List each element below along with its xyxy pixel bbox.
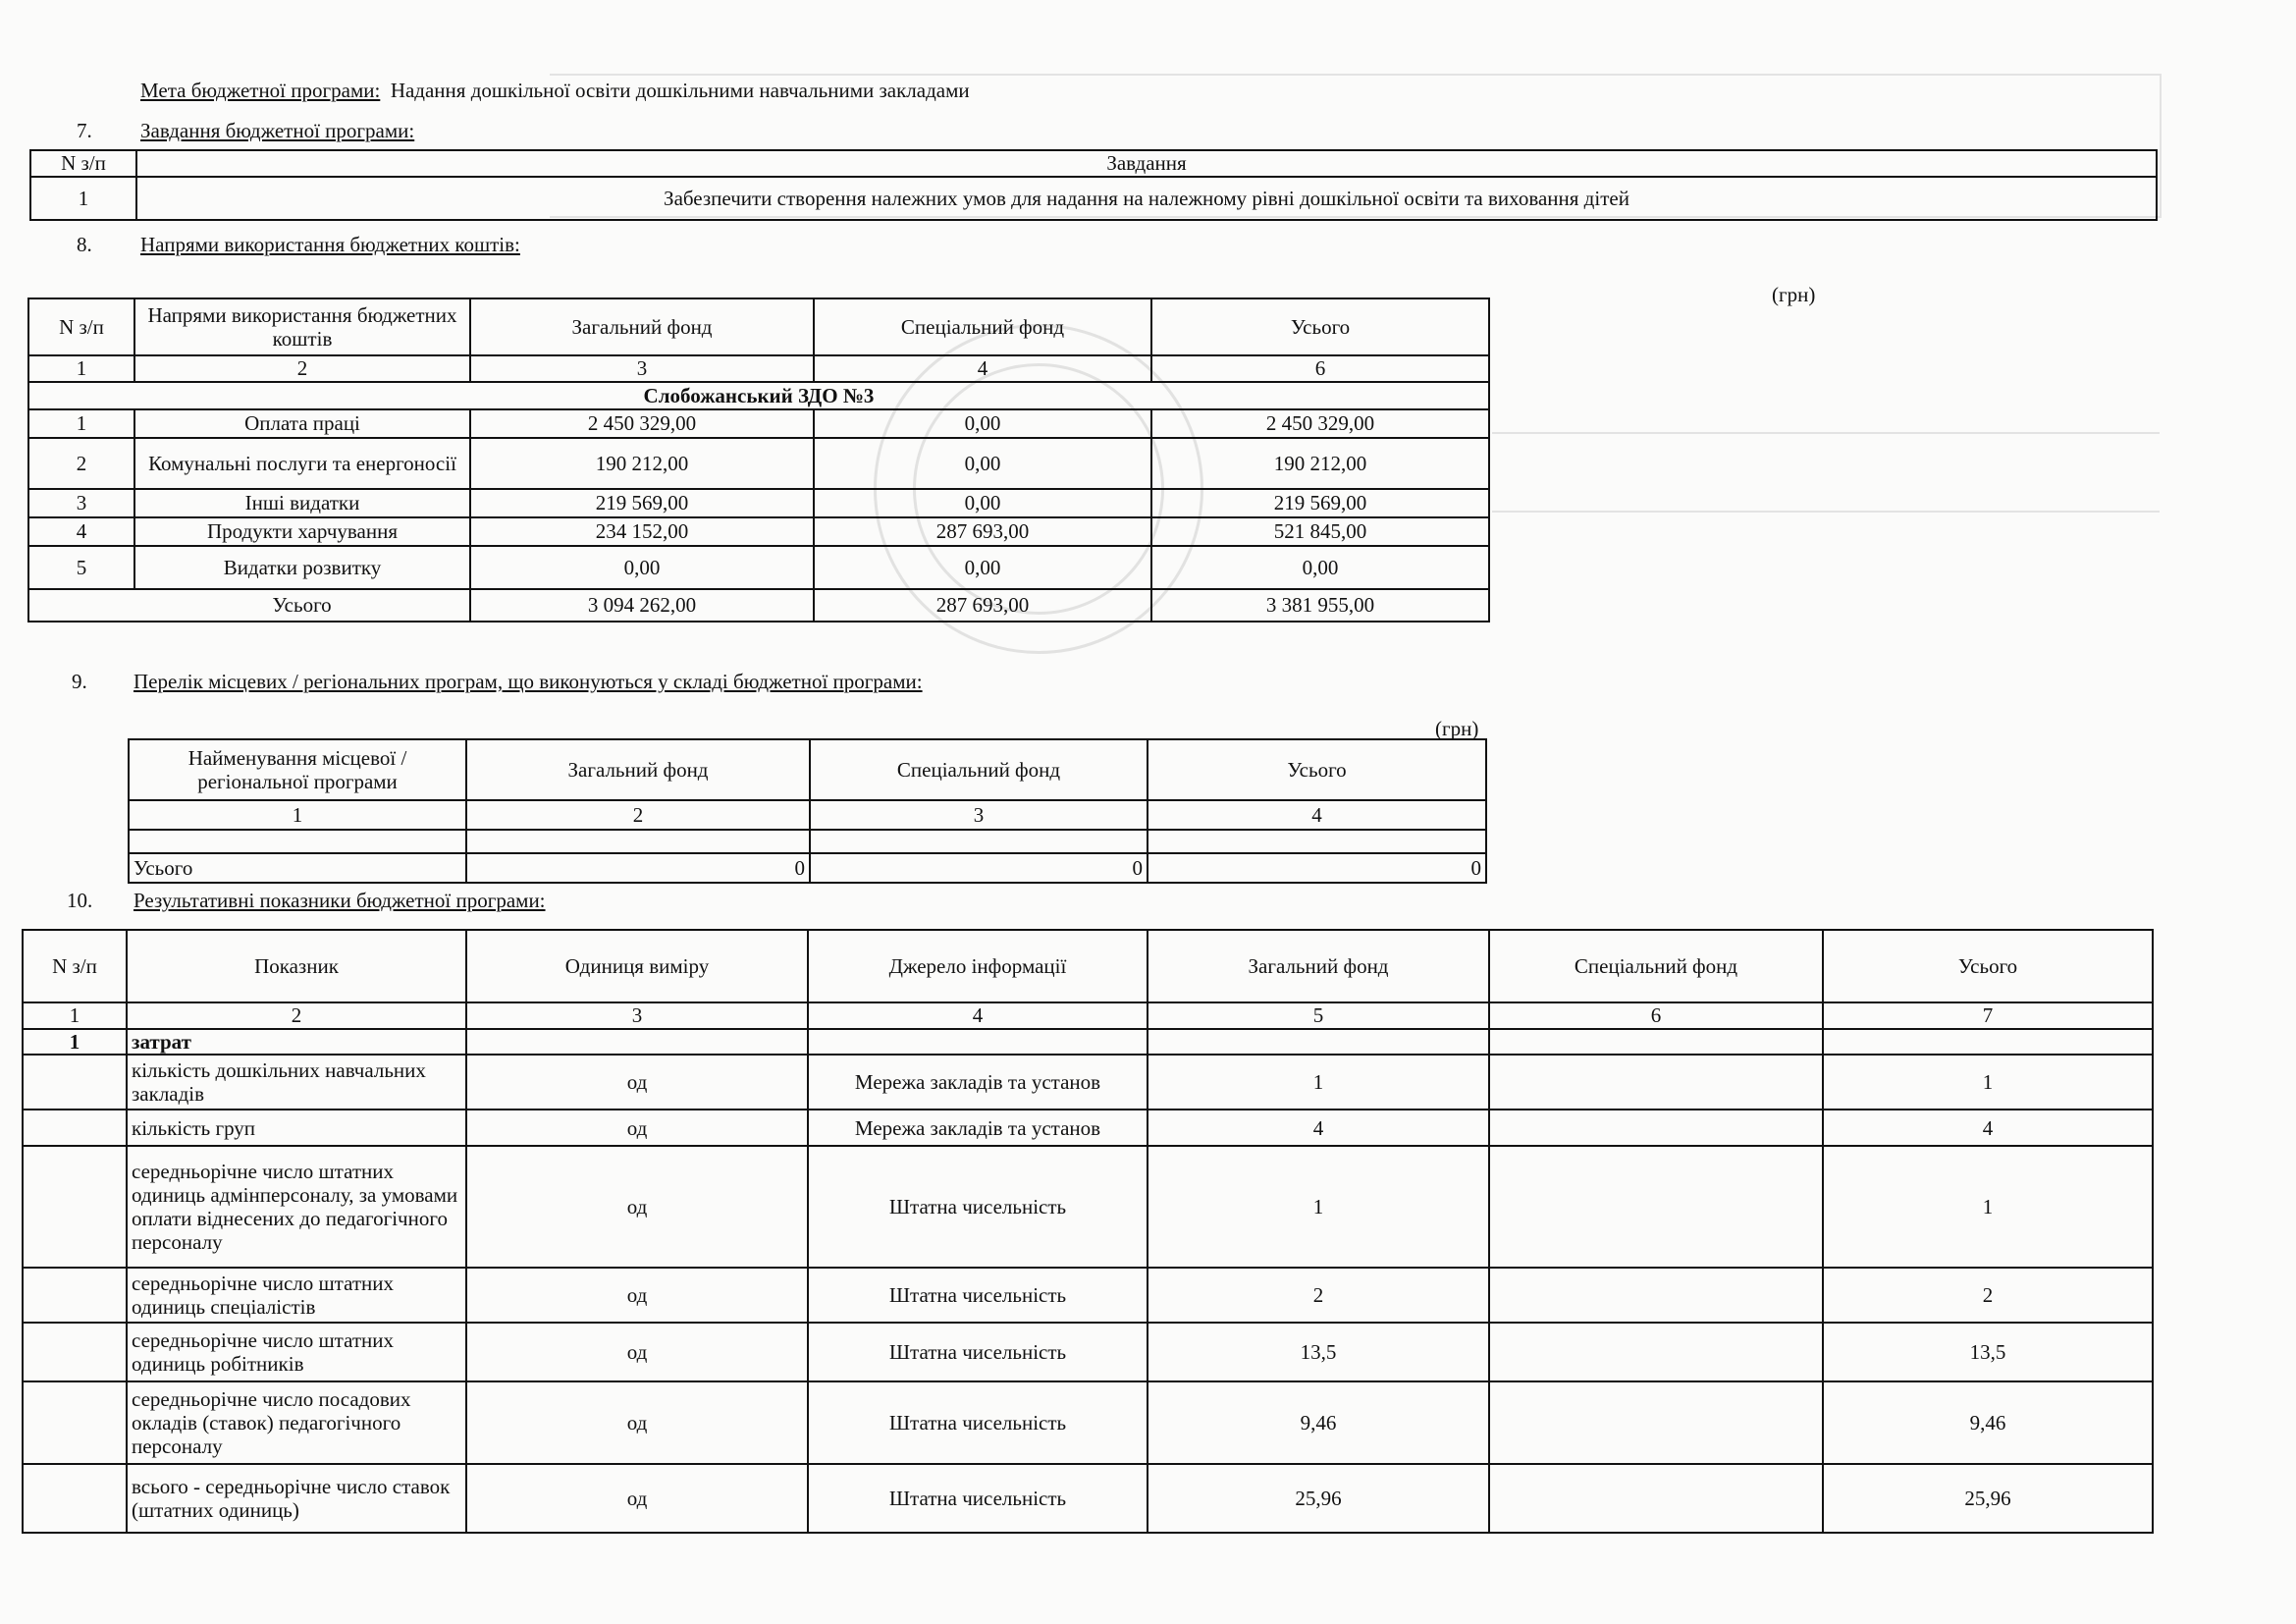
indicator-unit: од [466, 1268, 808, 1323]
empty-cell [23, 1464, 127, 1533]
indicator-special [1489, 1464, 1823, 1533]
funds-row-total: 521 845,00 [1151, 517, 1489, 546]
funds-header-special: Спеціальний фонд [814, 298, 1151, 355]
indicators-group-row [23, 1029, 2153, 1055]
empty-cell [808, 1029, 1148, 1055]
indicator-special [1489, 1268, 1823, 1323]
funds-row-special: 0,00 [814, 409, 1151, 438]
empty-cell [1148, 1029, 1489, 1055]
funds-header-num: N з/п [28, 298, 134, 355]
table-row [30, 177, 2157, 220]
funds-group-title: Слобожанський ЗДО №3 [28, 382, 1489, 409]
indicators-colnum: 1 [23, 1002, 127, 1029]
indicators-header-num: N з/п [23, 930, 127, 1002]
funds-colnum: 6 [1151, 355, 1489, 382]
table-row [23, 1381, 2153, 1464]
empty-cell [466, 830, 810, 853]
indicator-general: 2 [1148, 1268, 1489, 1323]
performance-indicators-table [22, 929, 2154, 1534]
funds-row-total: 190 212,00 [1151, 438, 1489, 489]
indicator-unit: од [466, 1110, 808, 1146]
funds-row-special: 0,00 [814, 489, 1151, 517]
funds-total-total: 3 381 955,00 [1151, 589, 1489, 622]
funds-row-name: Інші видатки [134, 489, 470, 517]
programs-header-general: Загальний фонд [466, 739, 810, 800]
indicator-special [1489, 1323, 1823, 1381]
table-row [23, 1146, 2153, 1268]
table-row [28, 409, 1489, 438]
empty-cell [23, 1381, 127, 1464]
tasks-header-task: Завдання [136, 150, 2157, 177]
funds-row-general: 219 569,00 [470, 489, 814, 517]
table-row [28, 517, 1489, 546]
programs-header-special: Спеціальний фонд [810, 739, 1148, 800]
empty-cell [23, 1323, 127, 1381]
funds-row-special: 0,00 [814, 546, 1151, 589]
funds-row-num: 3 [28, 489, 134, 517]
section-8-title: Напрями використання бюджетних коштів: [140, 233, 520, 256]
empty-cell [810, 830, 1148, 853]
programs-header-total: Усього [1148, 739, 1486, 800]
empty-cell [23, 1146, 127, 1268]
indicators-colnum: 5 [1148, 1002, 1489, 1029]
empty-cell [23, 1110, 127, 1146]
task-num: 1 [30, 177, 136, 220]
local-programs-table [128, 738, 1487, 884]
indicators-header-source: Джерело інформації [808, 930, 1148, 1002]
funds-row-total: 0,00 [1151, 546, 1489, 589]
empty-cell [1148, 830, 1486, 853]
indicator-total: 1 [1823, 1055, 2153, 1110]
funds-total-label: Усього [134, 589, 470, 622]
funds-total-general: 3 094 262,00 [470, 589, 814, 622]
indicator-unit: од [466, 1323, 808, 1381]
indicator-general: 25,96 [1148, 1464, 1489, 1533]
funds-colnum: 2 [134, 355, 470, 382]
empty-cell [1489, 1029, 1823, 1055]
indicator-name: середньорічне число штатних одиниць адмінперсоналу, за умовами оплати віднесених до педагогічного персоналу [127, 1146, 466, 1268]
funds-row-general: 2 450 329,00 [470, 409, 814, 438]
table-row [23, 1464, 2153, 1533]
indicators-header-name: Показник [127, 930, 466, 1002]
indicator-source: Мережа закладів та установ [808, 1055, 1148, 1110]
funds-row-total: 2 450 329,00 [1151, 409, 1489, 438]
funds-colnum: 3 [470, 355, 814, 382]
indicator-unit: од [466, 1381, 808, 1464]
programs-total-special: 0 [810, 853, 1148, 883]
table-row-total [28, 589, 1489, 622]
indicator-unit: од [466, 1055, 808, 1110]
indicator-name: середньорічне число посадових окладів (ставок) педагогічного персоналу [127, 1381, 466, 1464]
indicator-special [1489, 1055, 1823, 1110]
section-10-number: 10. [67, 889, 93, 912]
funds-header-general: Загальний фонд [470, 298, 814, 355]
indicator-source: Штатна чисельність [808, 1464, 1148, 1533]
funds-row-special: 287 693,00 [814, 517, 1151, 546]
indicator-name: середньорічне число штатних одиниць спеціалістів [127, 1268, 466, 1323]
funds-row-num: 4 [28, 517, 134, 546]
funds-row-name: Продукти харчування [134, 517, 470, 546]
indicator-total: 13,5 [1823, 1323, 2153, 1381]
indicator-total: 4 [1823, 1110, 2153, 1146]
section-9-title: Перелік місцевих / регіональних програм, що виконуються у складі бюджетної програми: [133, 670, 923, 693]
indicator-source: Штатна чисельність [808, 1381, 1148, 1464]
section-10-title: Результативні показники бюджетної програми: [133, 889, 546, 912]
programs-colnum: 3 [810, 800, 1148, 830]
funds-row-num: 2 [28, 438, 134, 489]
section-8-unit: (грн) [1772, 283, 1816, 306]
indicator-name: середньорічне число штатних одиниць робітників [127, 1323, 466, 1381]
table-row-empty [129, 830, 1486, 853]
indicators-header-special: Спеціальний фонд [1489, 930, 1823, 1002]
showthrough-line [2160, 74, 2162, 218]
funds-header-total: Усього [1151, 298, 1489, 355]
tasks-table [29, 149, 2158, 221]
section-7-number: 7. [77, 119, 92, 142]
table-row [28, 438, 1489, 489]
indicators-group-num: 1 [23, 1029, 127, 1055]
indicator-general: 4 [1148, 1110, 1489, 1146]
goal-label: Мета бюджетної програми: [140, 79, 381, 102]
goal-line [140, 79, 970, 103]
indicator-unit: од [466, 1146, 808, 1268]
indicators-header-total: Усього [1823, 930, 2153, 1002]
indicator-total: 1 [1823, 1146, 2153, 1268]
funds-row-total: 219 569,00 [1151, 489, 1489, 517]
funds-row-general: 234 152,00 [470, 517, 814, 546]
empty-cell [466, 1029, 808, 1055]
indicator-total: 25,96 [1823, 1464, 2153, 1533]
section-9-number: 9. [72, 670, 87, 693]
showthrough-line [550, 74, 2160, 76]
indicator-general: 1 [1148, 1146, 1489, 1268]
funds-row-name: Видатки розвитку [134, 546, 470, 589]
indicator-special [1489, 1146, 1823, 1268]
programs-total-label: Усього [129, 853, 466, 883]
empty-cell [1823, 1029, 2153, 1055]
indicator-name: всього - середньорічне число ставок (штатних одиниць) [127, 1464, 466, 1533]
programs-header-name: Найменування місцевої / регіональної програми [129, 739, 466, 800]
programs-colnum: 4 [1148, 800, 1486, 830]
indicator-source: Мережа закладів та установ [808, 1110, 1148, 1146]
indicator-source: Штатна чисельність [808, 1323, 1148, 1381]
funds-row-num: 1 [28, 409, 134, 438]
empty-cell [129, 830, 466, 853]
section-8-number: 8. [77, 233, 92, 256]
indicator-special [1489, 1381, 1823, 1464]
indicator-general: 1 [1148, 1055, 1489, 1110]
funds-colnum: 4 [814, 355, 1151, 382]
indicators-header-unit: Одиниця виміру [466, 930, 808, 1002]
indicators-colnum: 4 [808, 1002, 1148, 1029]
indicator-total: 9,46 [1823, 1381, 2153, 1464]
empty-cell [23, 1055, 127, 1110]
indicators-colnum: 3 [466, 1002, 808, 1029]
indicator-name: кількість груп [127, 1110, 466, 1146]
indicators-header-general: Загальний фонд [1148, 930, 1489, 1002]
table-row [23, 1055, 2153, 1110]
task-text: Забезпечити створення належних умов для надання на належному рівні дошкільної освіти та виховання дітей [136, 177, 2157, 220]
table-row [23, 1323, 2153, 1381]
table-row [28, 546, 1489, 589]
funds-directions-table [27, 298, 1490, 623]
indicators-colnum: 7 [1823, 1002, 2153, 1029]
programs-colnum: 1 [129, 800, 466, 830]
indicator-unit: од [466, 1464, 808, 1533]
indicator-total: 2 [1823, 1268, 2153, 1323]
indicators-group-name: затрат [127, 1029, 466, 1055]
section-9-unit: (грн) [1435, 717, 1479, 740]
empty-cell [23, 1268, 127, 1323]
funds-row-num: 5 [28, 546, 134, 589]
indicator-general: 13,5 [1148, 1323, 1489, 1381]
table-row-total [129, 853, 1486, 883]
indicator-special [1489, 1110, 1823, 1146]
funds-colnum: 1 [28, 355, 134, 382]
table-row [23, 1268, 2153, 1323]
funds-total-special: 287 693,00 [814, 589, 1151, 622]
indicator-source: Штатна чисельність [808, 1268, 1148, 1323]
table-row [23, 1110, 2153, 1146]
indicators-colnum: 6 [1489, 1002, 1823, 1029]
section-7-title: Завдання бюджетної програми: [140, 119, 415, 142]
table-row [28, 489, 1489, 517]
programs-total-total: 0 [1148, 853, 1486, 883]
indicators-colnum: 2 [127, 1002, 466, 1029]
indicator-name: кількість дошкільних навчальних закладів [127, 1055, 466, 1110]
funds-row-general: 0,00 [470, 546, 814, 589]
tasks-header-num: N з/п [30, 150, 136, 177]
funds-row-special: 0,00 [814, 438, 1151, 489]
programs-colnum: 2 [466, 800, 810, 830]
programs-total-general: 0 [466, 853, 810, 883]
indicator-source: Штатна чисельність [808, 1146, 1148, 1268]
funds-total-num-cell [28, 589, 134, 622]
funds-row-general: 190 212,00 [470, 438, 814, 489]
funds-row-name: Оплата праці [134, 409, 470, 438]
funds-row-name: Комунальні послуги та енергоносії [134, 438, 470, 489]
funds-header-direction: Напрями використання бюджетних коштів [134, 298, 470, 355]
indicator-general: 9,46 [1148, 1381, 1489, 1464]
goal-text: Надання дошкільної освіти дошкільними навчальними закладами [390, 79, 970, 102]
showthrough-line [1492, 511, 2160, 513]
showthrough-line [1492, 432, 2160, 434]
